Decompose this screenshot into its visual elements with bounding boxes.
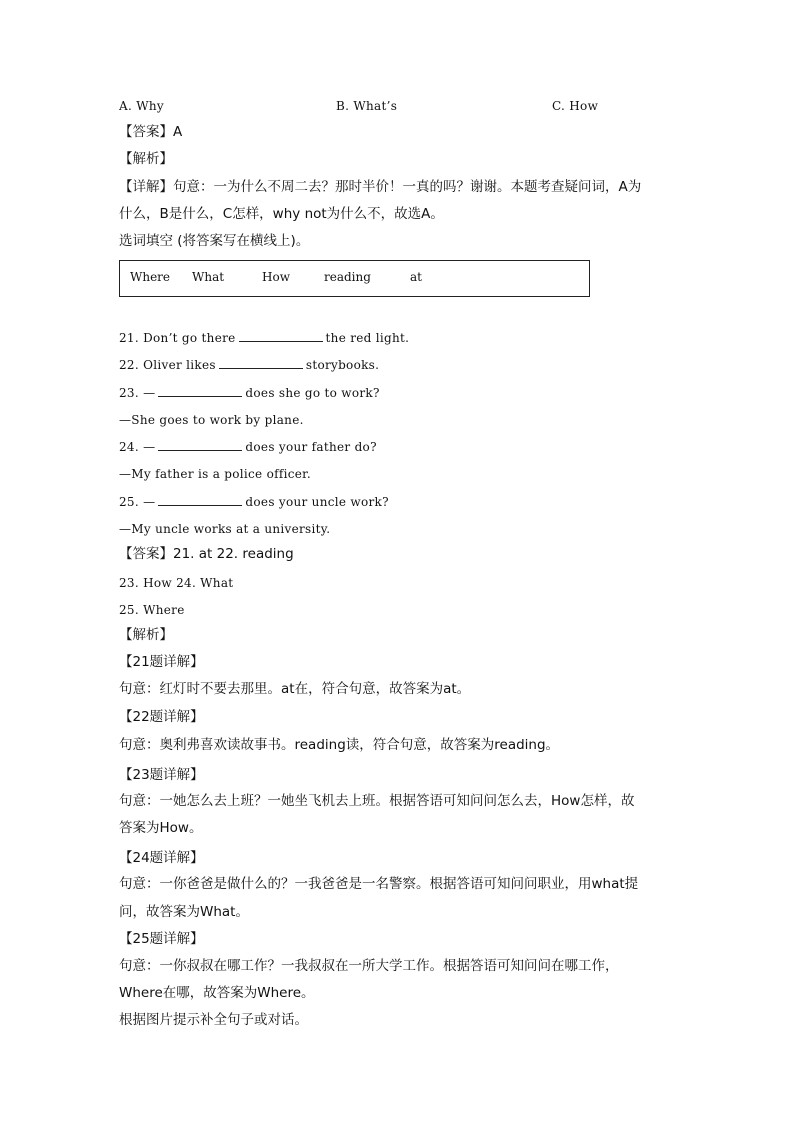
detail-23-head: 【23题详解】: [119, 767, 204, 783]
question-text: does your uncle work?: [245, 495, 389, 509]
answers-line1: 【答案】21. at 22. reading: [119, 546, 294, 562]
answer-blank[interactable]: [158, 494, 242, 506]
option-c: C. How: [552, 99, 599, 113]
answer-blank[interactable]: [219, 357, 303, 369]
question-text: storybooks.: [305, 358, 380, 372]
word-bank-item: at: [410, 270, 422, 284]
answer-blank[interactable]: [158, 439, 242, 451]
question-text: 24. —: [119, 440, 156, 454]
question-24-reply: —My father is a police officer.: [119, 467, 311, 481]
question-23-reply: —She goes to work by plane.: [119, 413, 304, 427]
detail-24-line2: 问，故答案为What。: [119, 904, 249, 920]
detail-24-line1: 句意：一你爸爸是做什么的？一我爸爸是一名警察。根据答语可知问问职业，用what提: [119, 876, 639, 892]
option-a: A. Why: [119, 99, 164, 113]
detail-21-head: 【21题详解】: [119, 654, 204, 670]
question-22: [119, 356, 379, 374]
question-text: does she go to work?: [245, 386, 380, 400]
detail-22-head: 【22题详解】: [119, 709, 204, 725]
question-25: [119, 493, 389, 511]
question-21: [119, 329, 409, 347]
word-bank-item: What: [192, 270, 225, 284]
question-text: 22. Oliver likes: [119, 358, 216, 372]
detail-25-line2: Where在哪，故答案为Where。: [119, 985, 315, 1001]
final-instruction: 根据图片提示补全句子或对话。: [119, 1012, 308, 1028]
q20-detail-line1: 【详解】句意：一为什么不周二去？那时半价！一真的吗？谢谢。本题考查疑问词，A为: [119, 179, 642, 195]
question-25-reply: —My uncle works at a university.: [119, 522, 331, 536]
word-bank-item: Where: [130, 270, 171, 284]
detail-25-line1: 句意：一你叔叔在哪工作？一我叔叔在一所大学工作。根据答语可知问问在哪工作，: [119, 958, 619, 974]
answer-blank[interactable]: [239, 330, 323, 342]
word-bank-box: [119, 260, 590, 297]
detail-23-line1: 句意：一她怎么去上班？一她坐飞机去上班。根据答语可知问问怎么去，How怎样，故: [119, 793, 635, 809]
question-24: [119, 438, 377, 456]
option-b: B. What’s: [336, 99, 398, 113]
question-23: [119, 384, 380, 402]
question-text: 23. —: [119, 386, 156, 400]
analysis-head: 【解析】: [119, 627, 173, 643]
detail-21: 句意：红灯时不要去那里。at在，符合句意，故答案为at。: [119, 681, 471, 697]
q20-detail-line2: 什么，B是什么，C怎样，why not为什么不，故选A。: [119, 206, 444, 222]
detail-22: 句意：奥利弗喜欢读故事书。reading读，符合句意，故答案为reading。: [119, 737, 560, 753]
detail-24-head: 【24题详解】: [119, 850, 204, 866]
q20-analysis-head: 【解析】: [119, 151, 173, 167]
section-instruction: 选词填空 (将答案写在横线上)。: [119, 233, 310, 249]
q20-answer: 【答案】A: [119, 124, 183, 140]
answers-line2: 23. How 24. What: [119, 576, 234, 590]
question-text: does your father do?: [245, 440, 377, 454]
question-text: 21. Don’t go there: [119, 331, 236, 345]
question-text: the red light.: [325, 331, 410, 345]
answers-line3: 25. Where: [119, 603, 185, 617]
answer-blank[interactable]: [158, 385, 242, 397]
detail-25-head: 【25题详解】: [119, 931, 204, 947]
word-bank-item: How: [262, 270, 290, 284]
question-text: 25. —: [119, 495, 156, 509]
detail-23-line2: 答案为How。: [119, 820, 203, 836]
word-bank-item: reading: [324, 270, 371, 284]
